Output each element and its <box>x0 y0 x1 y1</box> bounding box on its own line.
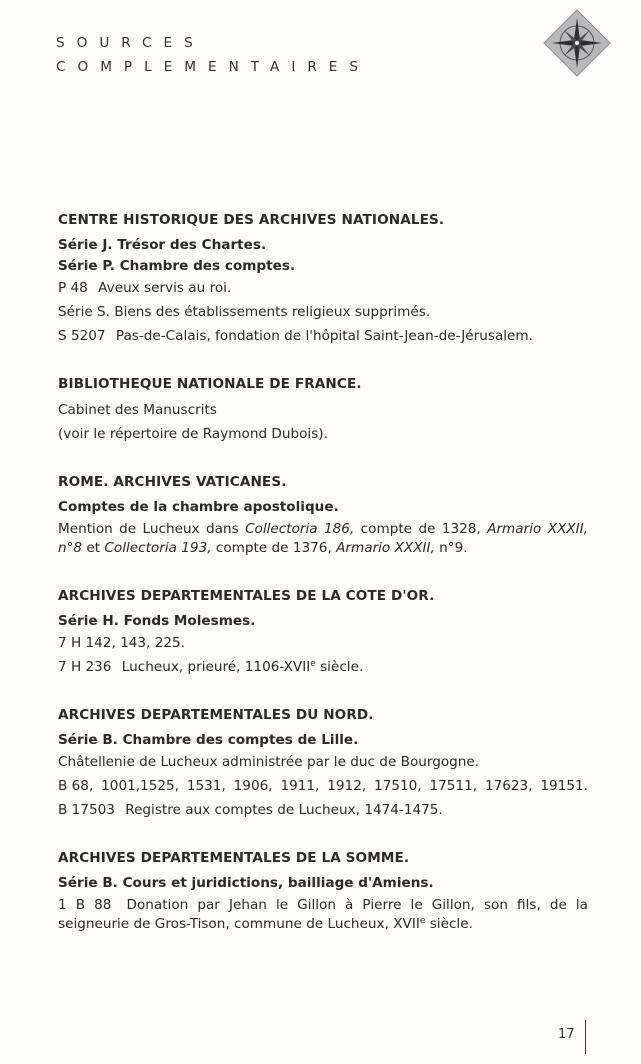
entry-text: Donation par Jehan le Gillon à Pierre le Gillon, son fils, de la seigneurie de Gros-Tison, commune de Lucheux, XVII <box>58 897 589 932</box>
series-title: Série J. Trésor des Chartes. <box>58 237 267 253</box>
text-italic: Collectoria 186, <box>245 521 355 537</box>
section-cotedor <box>58 588 588 677</box>
entry-text: Châtellenie de Lucheux administrée par le duc de Bourgogne. <box>58 754 480 770</box>
text-run: compte de 1328, <box>354 521 488 537</box>
section-somme <box>58 850 588 934</box>
section-heading: ROME. ARCHIVES VATICANES. <box>58 474 287 490</box>
superscript: e <box>310 659 316 669</box>
entry-text: siècle. <box>315 659 364 675</box>
shelfmark: B 68, <box>58 778 94 794</box>
shelfmark-list <box>58 777 588 796</box>
section-chan <box>58 212 588 346</box>
compass-rose-icon <box>542 8 612 78</box>
entry-text: Aveux servis au roi. <box>98 280 232 296</box>
text-italic: Collectoria 193, <box>104 540 212 556</box>
text-run: Mention de Lucheux dans <box>58 521 246 537</box>
text-run: et <box>82 540 105 556</box>
text-italic: Armario XXXII, <box>487 521 588 537</box>
series-title: Série P. Chambre des comptes. <box>58 258 296 274</box>
series-line: Série S. Biens des établissements religieux supprimés. <box>58 304 431 320</box>
superscript: e <box>419 916 426 926</box>
section-nord <box>58 707 588 820</box>
section-heading: ARCHIVES DEPARTEMENTALES DE LA COTE D'OR. <box>58 588 435 604</box>
series-title: Série H. Fonds Molesmes. <box>58 613 256 629</box>
section-rome <box>58 474 588 558</box>
shelfmark: 19151. <box>540 778 588 794</box>
shelfmark: 7 H 236 <box>58 659 112 675</box>
shelfmark: 1 B 88 <box>58 897 112 913</box>
page-title <box>56 34 370 82</box>
source-entry <box>58 327 588 346</box>
source-entry <box>58 279 588 298</box>
shelfmark: 1001,1525, <box>101 778 179 794</box>
text-italic: Armario XXXII, <box>336 540 435 556</box>
sources-list <box>58 212 588 964</box>
section-heading: ARCHIVES DEPARTEMENTALES DU NORD. <box>58 707 374 723</box>
entry-text: Registre aux comptes de Lucheux, 1474-1475. <box>125 802 443 818</box>
section-heading: CENTRE HISTORIQUE DES ARCHIVES NATIONALES. <box>58 212 445 228</box>
entry-text: (voir le répertoire de Raymond Dubois). <box>58 426 328 442</box>
shelfmark: 17510, <box>374 778 422 794</box>
shelfmark: 17511, <box>429 778 478 794</box>
shelfmark: 1912, <box>327 778 367 794</box>
shelfmark: 1911, <box>280 778 320 794</box>
source-entry <box>58 896 588 934</box>
shelfmark: B 17503 <box>58 802 115 818</box>
source-entry <box>58 658 588 677</box>
page-number-rule <box>585 1020 586 1054</box>
series-title: Comptes de la chambre apostolique. <box>58 499 339 515</box>
series-title: Série B. Cours et juridictions, bailliage d'Amiens. <box>58 875 434 891</box>
shelfmark-list: 7 H 142, 143, 225. <box>58 635 185 651</box>
source-entry <box>58 801 588 820</box>
series-title: Série B. Chambre des comptes de Lille. <box>58 732 359 748</box>
entry-text: Lucheux, prieuré, 1106-XVII <box>121 659 311 675</box>
shelfmark: P 48 <box>58 280 88 296</box>
text-run: compte de 1376, <box>211 540 337 556</box>
entry-text: Pas-de-Calais, fondation de l'hôpital Saint-Jean-de-Jérusalem. <box>115 328 533 344</box>
text-run: n°9. <box>434 540 468 556</box>
title-line-1: SOURCES <box>56 35 205 51</box>
entry-text: siècle. <box>425 916 473 932</box>
shelfmark: 1906, <box>233 778 273 794</box>
section-bnf <box>58 376 588 444</box>
entry-text <box>58 520 588 558</box>
entry-text: Cabinet des Manuscrits <box>58 402 217 418</box>
section-heading: BIBLIOTHEQUE NATIONALE DE FRANCE. <box>58 376 362 392</box>
shelfmark: 17623, <box>484 778 533 794</box>
section-heading: ARCHIVES DEPARTEMENTALES DE LA SOMME. <box>58 850 410 866</box>
shelfmark: S 5207 <box>58 328 106 344</box>
shelfmark: 1531, <box>186 778 226 794</box>
title-line-2: COMPLEMENTAIRES <box>56 59 370 75</box>
page-number: 17 <box>558 1027 575 1042</box>
text-italic: n°8 <box>58 540 83 556</box>
